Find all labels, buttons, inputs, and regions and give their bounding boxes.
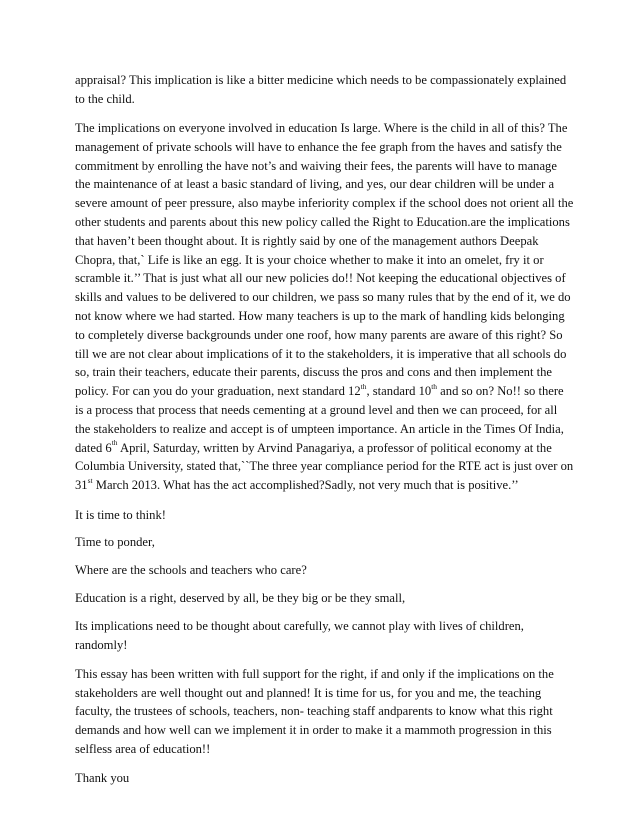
line-thank-you: Thank you (75, 771, 130, 786)
line-time-to-think: It is time to think! (75, 507, 166, 522)
superscript-st: st (87, 476, 93, 486)
paragraph-implications-careful: Its implications need to be thought about carefully, we cannot play with lives of children, randomly! (75, 618, 524, 652)
paragraph-essay-support: This essay has been written with full support for the right, if and only if the implications on the stakeholders are well thought out and planned! It is time for us, for you and me, the teaching faculty, the trustees of schools, teachers, non- teaching staff andparents to know what this right demands and how well can we implement it in order to make it a mammoth progression in this selfless area of education!! (75, 666, 554, 756)
paragraph-implications-text-5: March 2013. What has the act accomplished?Sadly, not very much that is positive.’’ (92, 478, 519, 493)
paragraph-implications (75, 119, 575, 495)
paragraph-appraisal: appraisal? This implication is like a bitter medicine which needs to be compassionately explained to the child. (75, 73, 567, 106)
document-body (75, 71, 575, 799)
superscript-th-1: th (360, 382, 367, 392)
paragraph-implications-text-2: , standard 10 (366, 384, 432, 399)
paragraph-implications-text-3: and so on? No!! so there is a process that process that needs cementing at a ground level and then we can proceed, for all the stakeholders to realize and accept is of umpteen importance. An article in the Times Of India, dated 6 (75, 384, 564, 455)
line-time-to-ponder: Time to ponder, (75, 535, 155, 550)
superscript-th-2: th (431, 382, 438, 392)
line-education-right: Education is a right, deserved by all, be they big or be they small, (75, 590, 406, 605)
superscript-th-3: th (111, 438, 118, 448)
line-schools-teachers: Where are the schools and teachers who care? (75, 563, 307, 578)
paragraph-implications-text-1: The implications on everyone involved in education Is large. Where is the child in all of this? The management of private schools will have to enhance the fee graph from the haves and satisfy the commitment by enrolling the have not’s and waiving their fees, the parents will have to manage the maintenance of at least a basic standard of living, and yes, our dear children will be under a severe amount of peer pressure, also maybe inferiority complex if the school does not orient all the other students and parents about this new policy called the Right to Education.are the implications that haven’t been thought about. It is rightly said by one of the management authors Deepak Chopra, that,` Life is like an egg. It is your choice whether to make it into an omelet, fry it or scramble it.’’ That is just what all our new policies do!! Not keeping the educational objectives of skills and values to be delivered to our children, we pass so many rules that by the end of it, we do not know where we had started. How many teachers is up to the mark of handling kids belonging to completely diverse backgrounds under one roof, how many parents are aware of this right? So till we are not clear about implications of it to the stakeholders, it is imperative that all schools do so, train their teachers, educate their parents, discuss the pros and cons and then implement the policy. For can you do your graduation, next standard 12 (75, 121, 574, 399)
paragraph-implications-text-4: April, Saturday, written by Arvind Panagariya, a professor of political economy at the Columbia University, stated that,``The three year compliance period for the RTE act is just over on 31 (75, 440, 574, 493)
